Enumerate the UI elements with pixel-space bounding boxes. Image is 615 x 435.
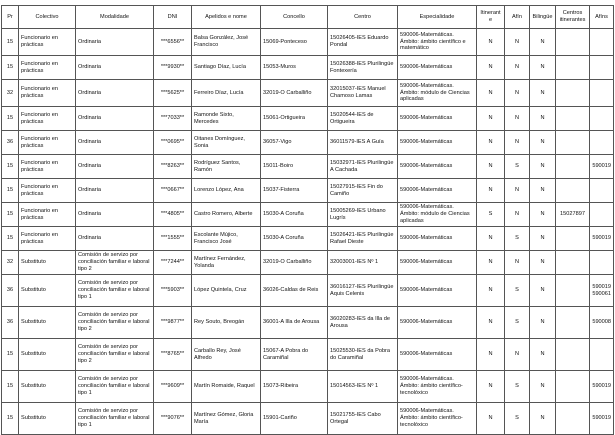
cell-nome: Escolante Mújico, Francisco José [192, 227, 261, 251]
cell-especialidade: 590006-Matemáticas. Ámbito: ámbito científico-tecnolóxico [398, 371, 477, 403]
cell-dni: ***0695** [154, 131, 192, 155]
cell-concello: 32019-O Carballiño [261, 251, 328, 275]
cell-colectivo: Funcionario en prácticas [19, 179, 76, 203]
cell-itinerante: N [477, 339, 505, 371]
cell-itinerante: N [477, 371, 505, 403]
cell-concello: 15030-A Coruña [261, 227, 328, 251]
cell-concello: 15067-A Pobra do Caramiñal [261, 339, 328, 371]
cell-modalidade: Comisión de servizo por conciliación familiar e laboral tipo 1 [76, 403, 154, 435]
header-pr: Pr [2, 6, 19, 29]
cell-dni: ***8263** [154, 155, 192, 179]
cell-itinerante: N [477, 307, 505, 339]
cell-especialidade: 590006-Matemáticas [398, 179, 477, 203]
cell-bilingue: N [530, 56, 556, 80]
cell-bilingue: N [530, 371, 556, 403]
cell-colectivo: Funcionario en prácticas [19, 131, 76, 155]
cell-modalidade: Ordinaria [76, 227, 154, 251]
cell-bilingue: N [530, 107, 556, 131]
cell-bilingue: N [530, 275, 556, 307]
cell-afins [590, 56, 614, 80]
cell-especialidade: 590006-Matemáticas. Ámbito: ámbito científico e matemático [398, 29, 477, 56]
cell-afins: 590019 [590, 227, 614, 251]
cell-nome: Carballo Rey, José Alfredo [192, 339, 261, 371]
cell-bilingue: N [530, 203, 556, 227]
cell-modalidade: Comisión de servizo por conciliación familiar e laboral tipo 2 [76, 339, 154, 371]
cell-bilingue: N [530, 227, 556, 251]
cell-afins [590, 131, 614, 155]
cell-bilingue: N [530, 131, 556, 155]
cell-modalidade: Comisión de servizo por conciliación familiar e laboral tipo 1 [76, 275, 154, 307]
cell-pr: 36 [2, 307, 19, 339]
cell-afins [590, 203, 614, 227]
cell-nome: Ramonde Sixto, Mercedes [192, 107, 261, 131]
cell-pr: 15 [2, 155, 19, 179]
cell-colectivo: Funcionario en prácticas [19, 80, 76, 107]
cell-itinerante: N [477, 131, 505, 155]
cell-concello: 15061-Ortigueira [261, 107, 328, 131]
cell-dni: ***7244** [154, 251, 192, 275]
cell-afin: N [505, 339, 530, 371]
cell-concello: 15011-Boiro [261, 155, 328, 179]
cell-pr: 32 [2, 80, 19, 107]
table-row [2, 131, 614, 155]
table-row [2, 275, 614, 307]
cell-afins: 590019 [590, 371, 614, 403]
cell-afin: S [505, 371, 530, 403]
table-row [2, 29, 614, 56]
cell-especialidade: 590006-Matemáticas [398, 56, 477, 80]
cell-pr: 15 [2, 339, 19, 371]
cell-afin: S [505, 155, 530, 179]
cell-especialidade: 590006-Matemáticas [398, 251, 477, 275]
cell-itinerante: N [477, 179, 505, 203]
cell-colectivo: Funcionario en prácticas [19, 29, 76, 56]
cell-dni: ***5903** [154, 275, 192, 307]
cell-pr: 32 [2, 251, 19, 275]
cell-afins: 590019 [590, 403, 614, 435]
cell-nome: Rodríguez Santos, Ramón [192, 155, 261, 179]
cell-afin: N [505, 80, 530, 107]
cell-colectivo: Substituto [19, 371, 76, 403]
table-row [2, 403, 614, 435]
cell-centros-itinerantes [556, 251, 590, 275]
cell-concello: 15037-Fisterra [261, 179, 328, 203]
table-row [2, 56, 614, 80]
header-modalidade: Modalidade [76, 6, 154, 29]
cell-centro: 36011579-IES A Guía [328, 131, 398, 155]
header-row [2, 6, 614, 29]
cell-especialidade: 590006-Matemáticas. Ámbito: módulo de Ciencias aplicadas [398, 80, 477, 107]
cell-modalidade: Ordinaria [76, 179, 154, 203]
cell-nome: Balsa González, José Francisco [192, 29, 261, 56]
cell-afins [590, 80, 614, 107]
cell-centros-itinerantes: 15027897 [556, 203, 590, 227]
cell-afin: S [505, 227, 530, 251]
cell-afin: S [505, 275, 530, 307]
cell-centro: 15032971-IES Plurilingüe A Cachada [328, 155, 398, 179]
cell-colectivo: Substituto [19, 307, 76, 339]
cell-colectivo: Substituto [19, 403, 76, 435]
cell-modalidade: Ordinaria [76, 203, 154, 227]
cell-colectivo: Funcionario en prácticas [19, 155, 76, 179]
cell-bilingue: N [530, 29, 556, 56]
table-row [2, 307, 614, 339]
cell-afin: N [505, 203, 530, 227]
cell-nome: Santiago Díaz, Lucía [192, 56, 261, 80]
cell-concello: 15069-Ponteceso [261, 29, 328, 56]
assignment-table-container [1, 5, 613, 435]
header-colectivo: Colectivo [19, 6, 76, 29]
header-afin: Afín [505, 6, 530, 29]
cell-pr: 15 [2, 107, 19, 131]
header-centro: Centro [328, 6, 398, 29]
cell-especialidade: 590006-Matemáticas. Ámbito: ámbito científico-tecnolóxico [398, 403, 477, 435]
cell-centros-itinerantes [556, 371, 590, 403]
cell-centros-itinerantes [556, 275, 590, 307]
cell-dni: ***8765** [154, 339, 192, 371]
cell-itinerante: N [477, 56, 505, 80]
cell-modalidade: Comisión de servizo por conciliación familiar e laboral tipo 2 [76, 307, 154, 339]
cell-dni: ***7033** [154, 107, 192, 131]
cell-itinerante: N [477, 227, 505, 251]
cell-centros-itinerantes [556, 56, 590, 80]
cell-modalidade: Ordinaria [76, 131, 154, 155]
cell-nome: López Quintela, Cruz [192, 275, 261, 307]
cell-especialidade: 590006-Matemáticas [398, 307, 477, 339]
cell-concello: 15073-Ribeira [261, 371, 328, 403]
cell-centro: 15027915-IES Fin do Camiño [328, 179, 398, 203]
header-afins: Afíns [590, 6, 614, 29]
cell-afins [590, 107, 614, 131]
cell-modalidade: Comisión de servizo por conciliación familiar e laboral tipo 2 [76, 251, 154, 275]
cell-modalidade: Comisión de servizo por conciliación familiar e laboral tipo 1 [76, 371, 154, 403]
cell-nome: Castro Romero, Alberte [192, 203, 261, 227]
cell-modalidade: Ordinaria [76, 80, 154, 107]
cell-afin: N [505, 29, 530, 56]
header-bilingue: Bilingüe [530, 6, 556, 29]
cell-centro: 15025530-IES da Pobra do Caramiñal [328, 339, 398, 371]
header-dni: DNI [154, 6, 192, 29]
cell-centro: 15020544-IES de Ortigueira [328, 107, 398, 131]
table-row [2, 107, 614, 131]
cell-bilingue: N [530, 80, 556, 107]
cell-pr: 15 [2, 179, 19, 203]
cell-itinerante: N [477, 251, 505, 275]
cell-nome: Lorenzo López, Ana [192, 179, 261, 203]
cell-concello: 15053-Muros [261, 56, 328, 80]
cell-centro: 15014563-IES Nº 1 [328, 371, 398, 403]
cell-itinerante: N [477, 155, 505, 179]
cell-especialidade: 590006-Matemáticas. Ámbito: módulo de Ciencias aplicadas [398, 203, 477, 227]
cell-itinerante: N [477, 403, 505, 435]
cell-centros-itinerantes [556, 403, 590, 435]
cell-centros-itinerantes [556, 307, 590, 339]
cell-bilingue: N [530, 179, 556, 203]
cell-nome: Rey Souto, Breogán [192, 307, 261, 339]
header-concello: Concello [261, 6, 328, 29]
cell-nome: Ferreiro Díaz, Lucía [192, 80, 261, 107]
cell-especialidade: 590006-Matemáticas [398, 155, 477, 179]
header-especialidade: Especialidade [398, 6, 477, 29]
cell-centro: 15005269-IES Urbano Lugrís [328, 203, 398, 227]
table-body [2, 29, 614, 435]
cell-afin: N [505, 251, 530, 275]
cell-centro: 36020283-IES da Illa de Arousa [328, 307, 398, 339]
cell-colectivo: Substituto [19, 251, 76, 275]
cell-colectivo: Funcionario en prácticas [19, 203, 76, 227]
table-row [2, 203, 614, 227]
cell-especialidade: 590006-Matemáticas [398, 131, 477, 155]
cell-dni: ***5625** [154, 80, 192, 107]
table-row [2, 371, 614, 403]
header-centros-itinerantes: Centros itinerantes [556, 6, 590, 29]
table-row [2, 80, 614, 107]
cell-centros-itinerantes [556, 155, 590, 179]
cell-itinerante: N [477, 275, 505, 307]
cell-pr: 15 [2, 56, 19, 80]
cell-concello: 36026-Caldas de Reis [261, 275, 328, 307]
cell-centro: 32003001-IES Nº 1 [328, 251, 398, 275]
cell-afins [590, 29, 614, 56]
cell-bilingue: N [530, 155, 556, 179]
cell-nome: Martín Romaide, Raquel [192, 371, 261, 403]
cell-especialidade: 590006-Matemáticas [398, 107, 477, 131]
cell-afins [590, 179, 614, 203]
cell-dni: ***9930** [154, 56, 192, 80]
cell-afins: 590019 [590, 155, 614, 179]
cell-centros-itinerantes [556, 29, 590, 56]
cell-dni: ***9877** [154, 307, 192, 339]
cell-especialidade: 590006-Matemáticas [398, 339, 477, 371]
cell-pr: 15 [2, 203, 19, 227]
cell-concello: 15030-A Coruña [261, 203, 328, 227]
cell-centros-itinerantes [556, 80, 590, 107]
cell-nome: Martínez Gómez, Gloria María [192, 403, 261, 435]
cell-afin: S [505, 307, 530, 339]
cell-colectivo: Funcionario en prácticas [19, 227, 76, 251]
cell-afins: 590008 [590, 307, 614, 339]
cell-itinerante: N [477, 80, 505, 107]
cell-itinerante: N [477, 107, 505, 131]
cell-centros-itinerantes [556, 179, 590, 203]
cell-bilingue: N [530, 403, 556, 435]
cell-concello: 15901-Cariño [261, 403, 328, 435]
cell-pr: 36 [2, 275, 19, 307]
cell-concello: 32019-O Carballiño [261, 80, 328, 107]
cell-pr: 15 [2, 29, 19, 56]
cell-afins [590, 251, 614, 275]
cell-especialidade: 590006-Matemáticas [398, 275, 477, 307]
cell-pr: 36 [2, 131, 19, 155]
cell-pr: 15 [2, 227, 19, 251]
cell-dni: ***6556** [154, 29, 192, 56]
cell-centros-itinerantes [556, 131, 590, 155]
table-row [2, 179, 614, 203]
cell-afin: N [505, 179, 530, 203]
cell-bilingue: N [530, 339, 556, 371]
cell-nome: Oitanes Domínguez, Sonia [192, 131, 261, 155]
cell-pr: 15 [2, 403, 19, 435]
cell-especialidade: 590006-Matemáticas [398, 227, 477, 251]
cell-colectivo: Funcionario en prácticas [19, 107, 76, 131]
cell-pr: 15 [2, 371, 19, 403]
cell-centros-itinerantes [556, 339, 590, 371]
cell-afins: 590019 590061 [590, 275, 614, 307]
cell-centros-itinerantes [556, 107, 590, 131]
cell-bilingue: N [530, 251, 556, 275]
cell-nome: Martínez Fernández, Yolanda [192, 251, 261, 275]
cell-centro: 15021755-IES Cabo Ortegal [328, 403, 398, 435]
cell-centro: 36016127-IES Plurilingüe Aquis Celenis [328, 275, 398, 307]
header-nome: Apelidos e nome [192, 6, 261, 29]
cell-dni: ***9076** [154, 403, 192, 435]
cell-itinerante: S [477, 203, 505, 227]
cell-centro: 32015037-IES Manuel Chamoso Lamas [328, 80, 398, 107]
cell-dni: ***9609** [154, 371, 192, 403]
cell-centro: 15026405-IES Eduardo Pondal [328, 29, 398, 56]
table-row [2, 339, 614, 371]
cell-dni: ***4805** [154, 203, 192, 227]
cell-concello: 36057-Vigo [261, 131, 328, 155]
table-row [2, 155, 614, 179]
cell-centro: 15026421-IES Plurilingüe Rafael Dieste [328, 227, 398, 251]
cell-colectivo: Substituto [19, 339, 76, 371]
cell-colectivo: Funcionario en prácticas [19, 56, 76, 80]
cell-concello: 36001-A Illa de Arousa [261, 307, 328, 339]
cell-afin: N [505, 107, 530, 131]
cell-itinerante: N [477, 29, 505, 56]
cell-afins [590, 339, 614, 371]
cell-bilingue: N [530, 307, 556, 339]
table-row [2, 251, 614, 275]
cell-modalidade: Ordinaria [76, 56, 154, 80]
cell-modalidade: Ordinaria [76, 29, 154, 56]
cell-dni: ***0667** [154, 179, 192, 203]
cell-afin: N [505, 131, 530, 155]
cell-modalidade: Ordinaria [76, 107, 154, 131]
cell-afin: S [505, 403, 530, 435]
cell-centros-itinerantes [556, 227, 590, 251]
cell-dni: ***1555** [154, 227, 192, 251]
header-itinerante: Itinerante [477, 6, 505, 29]
assignment-table [1, 5, 614, 435]
table-row [2, 227, 614, 251]
cell-afin: N [505, 56, 530, 80]
cell-colectivo: Substituto [19, 275, 76, 307]
cell-modalidade: Ordinaria [76, 155, 154, 179]
cell-centro: 15026388-IES Plurilingüe Fontexería [328, 56, 398, 80]
